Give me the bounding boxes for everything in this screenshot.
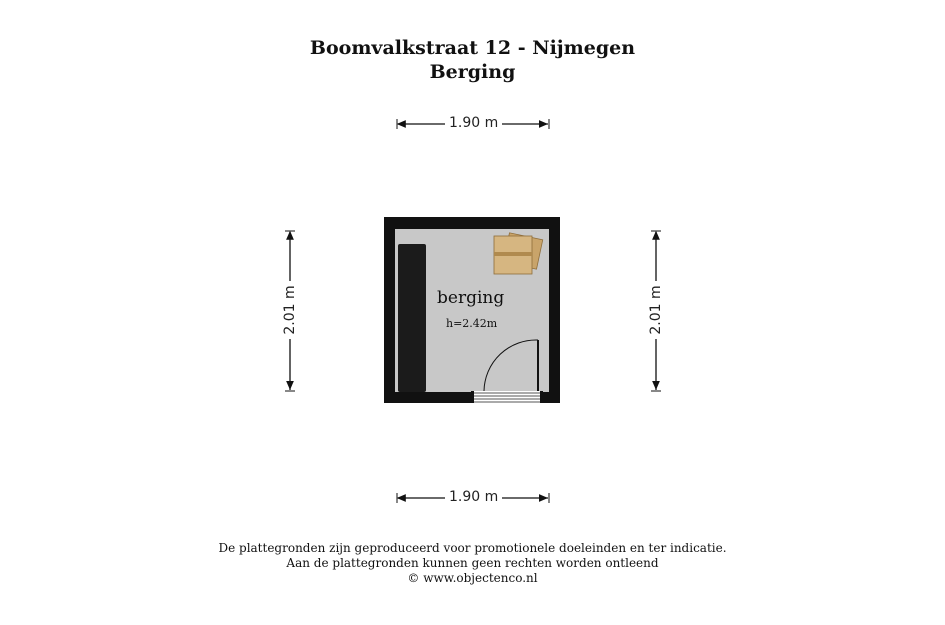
right-dimension-label: 2.01 m <box>648 281 664 339</box>
room-height-label: h=2.42m <box>446 317 498 330</box>
copyright-line: © www.objectenco.nl <box>407 571 538 585</box>
shelf-cabinet <box>398 244 426 392</box>
top-dimension-label: 1.90 m <box>445 115 502 131</box>
bottom-dimension-label: 1.90 m <box>445 489 502 505</box>
left-dimension-label: 2.01 m <box>282 281 298 339</box>
room-label: berging <box>437 288 505 308</box>
disclaimer-line-1: De plattegronden zijn geproduceerd voor promotionele doeleinden en ter indicatie. <box>218 541 727 555</box>
door-opening <box>471 391 543 404</box>
disclaimer-line-2: Aan de plattegronden kunnen geen rechten worden ontleend <box>286 556 659 570</box>
address-title: Boomvalkstraat 12 - Nijmegen <box>309 37 636 59</box>
cardboard-boxes <box>494 233 543 274</box>
room-title: Berging <box>429 61 516 83</box>
